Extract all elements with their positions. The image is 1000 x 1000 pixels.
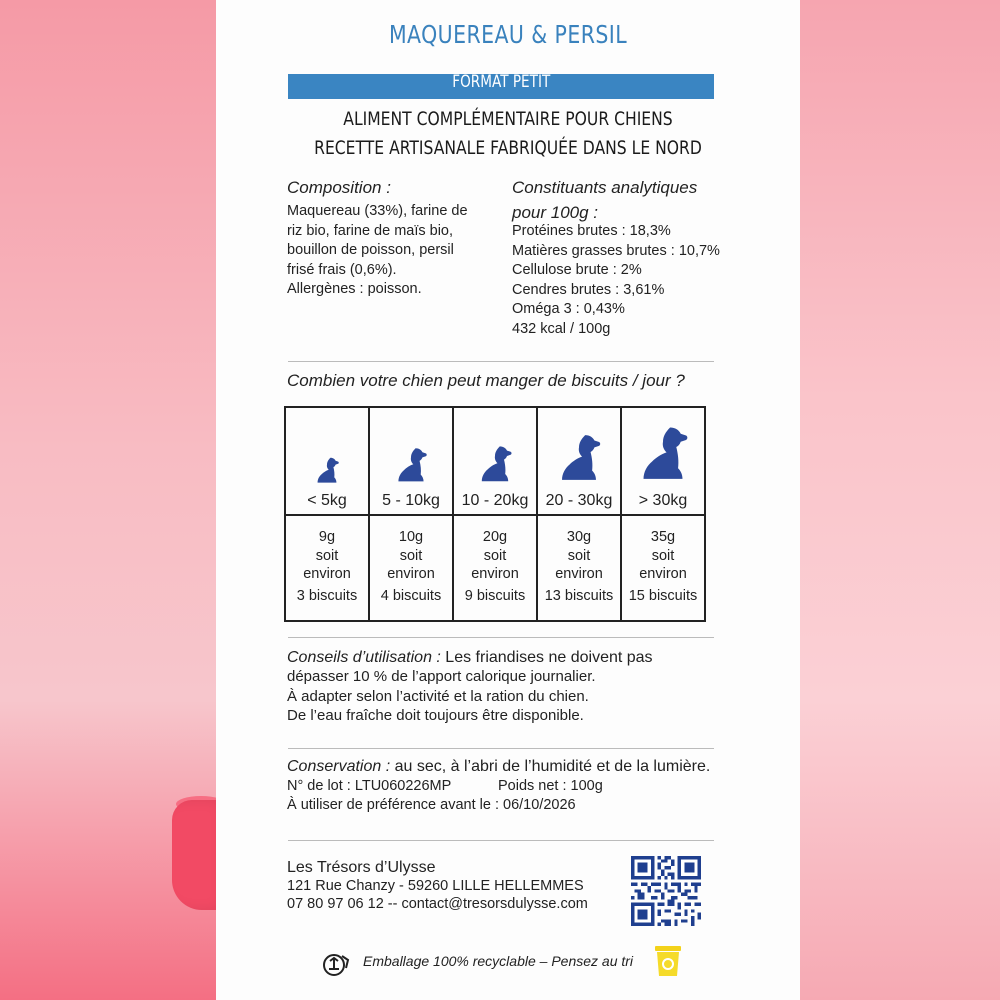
dosage-table — [284, 406, 706, 622]
company-address: 121 Rue Chanzy - 59260 LILLE HELLEMMES — [287, 878, 584, 894]
company-name: Les Trésors d’Ulysse — [287, 859, 436, 876]
composition-line: frisé frais (0,6%). — [287, 261, 397, 278]
lot-number: N° de lot : LTU060226MP — [287, 778, 452, 794]
dose-grams: 35g — [650, 529, 676, 545]
composition-line: riz bio, farine de maïs bio, — [287, 222, 454, 239]
weight-label: 10 - 20kg — [461, 492, 529, 509]
dose-environ: environ — [303, 566, 351, 582]
dog-medium-icon — [474, 444, 516, 486]
best-before: À utiliser de préférence avant le : 06/10/2026 — [287, 797, 576, 813]
dose-cell — [369, 515, 453, 621]
analytics-line: 432 kcal / 100g — [512, 320, 611, 337]
dog-large-icon — [551, 432, 607, 486]
dose-soit: soit — [651, 547, 675, 564]
format-bar — [288, 74, 714, 99]
composition-line: bouillon de poisson, persil — [287, 242, 454, 258]
conseils-title: Conseils d’utilisation : — [287, 649, 441, 666]
dose-biscuits: 9 biscuits — [464, 587, 526, 604]
dose-environ: environ — [639, 566, 687, 582]
recycling-text: Emballage 100% recyclable – Pensez au tri — [363, 953, 634, 969]
weight-label: < 5kg — [307, 492, 347, 509]
subtitle-line-2: RECETTE ARTISANALE FABRIQUÉE DANS LE NORD — [314, 137, 702, 159]
conseils-intro: Les friandises ne doivent pas — [440, 649, 653, 666]
weight-cell — [285, 407, 369, 515]
dose-grams: 30g — [566, 529, 592, 545]
conseils-line: dépasser 10 % de l’apport calorique journalier. — [287, 668, 596, 685]
dose-cell — [453, 515, 537, 621]
analytics-text — [512, 222, 720, 339]
weight-cell — [537, 407, 621, 515]
background-right — [800, 0, 1000, 1000]
dose-soit: soit — [315, 547, 339, 564]
conservation-text: au sec, à l’abri de l’humidité et de la lumière. — [390, 758, 711, 775]
dose-biscuits: 3 biscuits — [296, 587, 358, 604]
product-title: MAQUEREAU & PERSIL — [388, 20, 628, 49]
conservation-title: Conservation : — [287, 758, 391, 775]
table-row — [285, 515, 705, 621]
composition-line: Allergènes : poisson. — [287, 281, 422, 297]
divider — [288, 361, 714, 362]
analytics-line: Cendres brutes : 3,61% — [512, 281, 665, 298]
dog-small-icon — [314, 456, 340, 486]
recycling-bin-icon — [652, 944, 684, 978]
composition-title: Composition : — [287, 178, 391, 197]
dose-biscuits: 13 biscuits — [544, 587, 614, 604]
analytics-line: Protéines brutes : 18,3% — [512, 223, 671, 239]
weight-cell — [369, 407, 453, 515]
dose-biscuits: 4 biscuits — [380, 587, 442, 604]
dose-cell — [285, 515, 369, 621]
weight-cell — [621, 407, 705, 515]
weight-label: > 30kg — [638, 492, 688, 509]
dose-grams: 10g — [398, 529, 424, 545]
analytics-title-2: pour 100g : — [512, 203, 599, 222]
dose-environ: environ — [555, 566, 603, 582]
product-label — [216, 0, 800, 1000]
dose-biscuits: 15 biscuits — [628, 587, 698, 604]
dose-environ: environ — [471, 566, 519, 582]
analytics-line: Oméga 3 : 0,43% — [512, 301, 625, 317]
conseils-line: De l’eau fraîche doit toujours être disponible. — [287, 707, 584, 724]
conseils-first-line — [287, 648, 653, 668]
dose-soit: soit — [567, 547, 591, 564]
dosage-question: Combien votre chien peut manger de biscuits / jour ? — [287, 371, 685, 390]
weight-label: 20 - 30kg — [545, 492, 613, 509]
dose-grams: 20g — [482, 529, 508, 545]
conseils-line: À adapter selon l’activité et la ration du chien. — [287, 687, 589, 705]
divider — [288, 840, 714, 841]
dog-medium-small-icon — [391, 446, 431, 486]
weight-label: 5 - 10kg — [382, 492, 440, 509]
net-weight: Poids net : 100g — [498, 778, 603, 794]
dose-cell — [621, 515, 705, 621]
subtitle-line-1: ALIMENT COMPLÉMENTAIRE POUR CHIENS — [343, 108, 673, 130]
divider — [288, 637, 714, 638]
dose-cell — [537, 515, 621, 621]
weight-cell — [453, 407, 537, 515]
dog-extra-large-icon — [628, 424, 698, 486]
dose-soit: soit — [399, 547, 423, 564]
format-label: FORMAT PETIT — [451, 74, 550, 92]
composition-line: Maquereau (33%), farine de — [287, 203, 468, 219]
conseils-text — [287, 667, 596, 726]
dose-grams: 9g — [318, 529, 336, 545]
company-contact[interactable]: 07 80 97 06 12 -- contact@tresorsdulysse.com — [287, 896, 588, 912]
analytics-line: Matières grasses brutes : 10,7% — [512, 242, 720, 259]
dose-environ: environ — [387, 566, 435, 582]
conservation-first-line — [287, 757, 710, 777]
recycle-icon — [322, 952, 352, 978]
qr-code-icon[interactable] — [631, 856, 701, 926]
analytics-title-1: Constituants analytiques — [512, 178, 698, 197]
composition-text — [287, 202, 468, 300]
divider — [288, 748, 714, 749]
table-row — [285, 407, 705, 515]
dose-soit: soit — [483, 547, 507, 564]
analytics-line: Cellulose brute : 2% — [512, 262, 642, 278]
